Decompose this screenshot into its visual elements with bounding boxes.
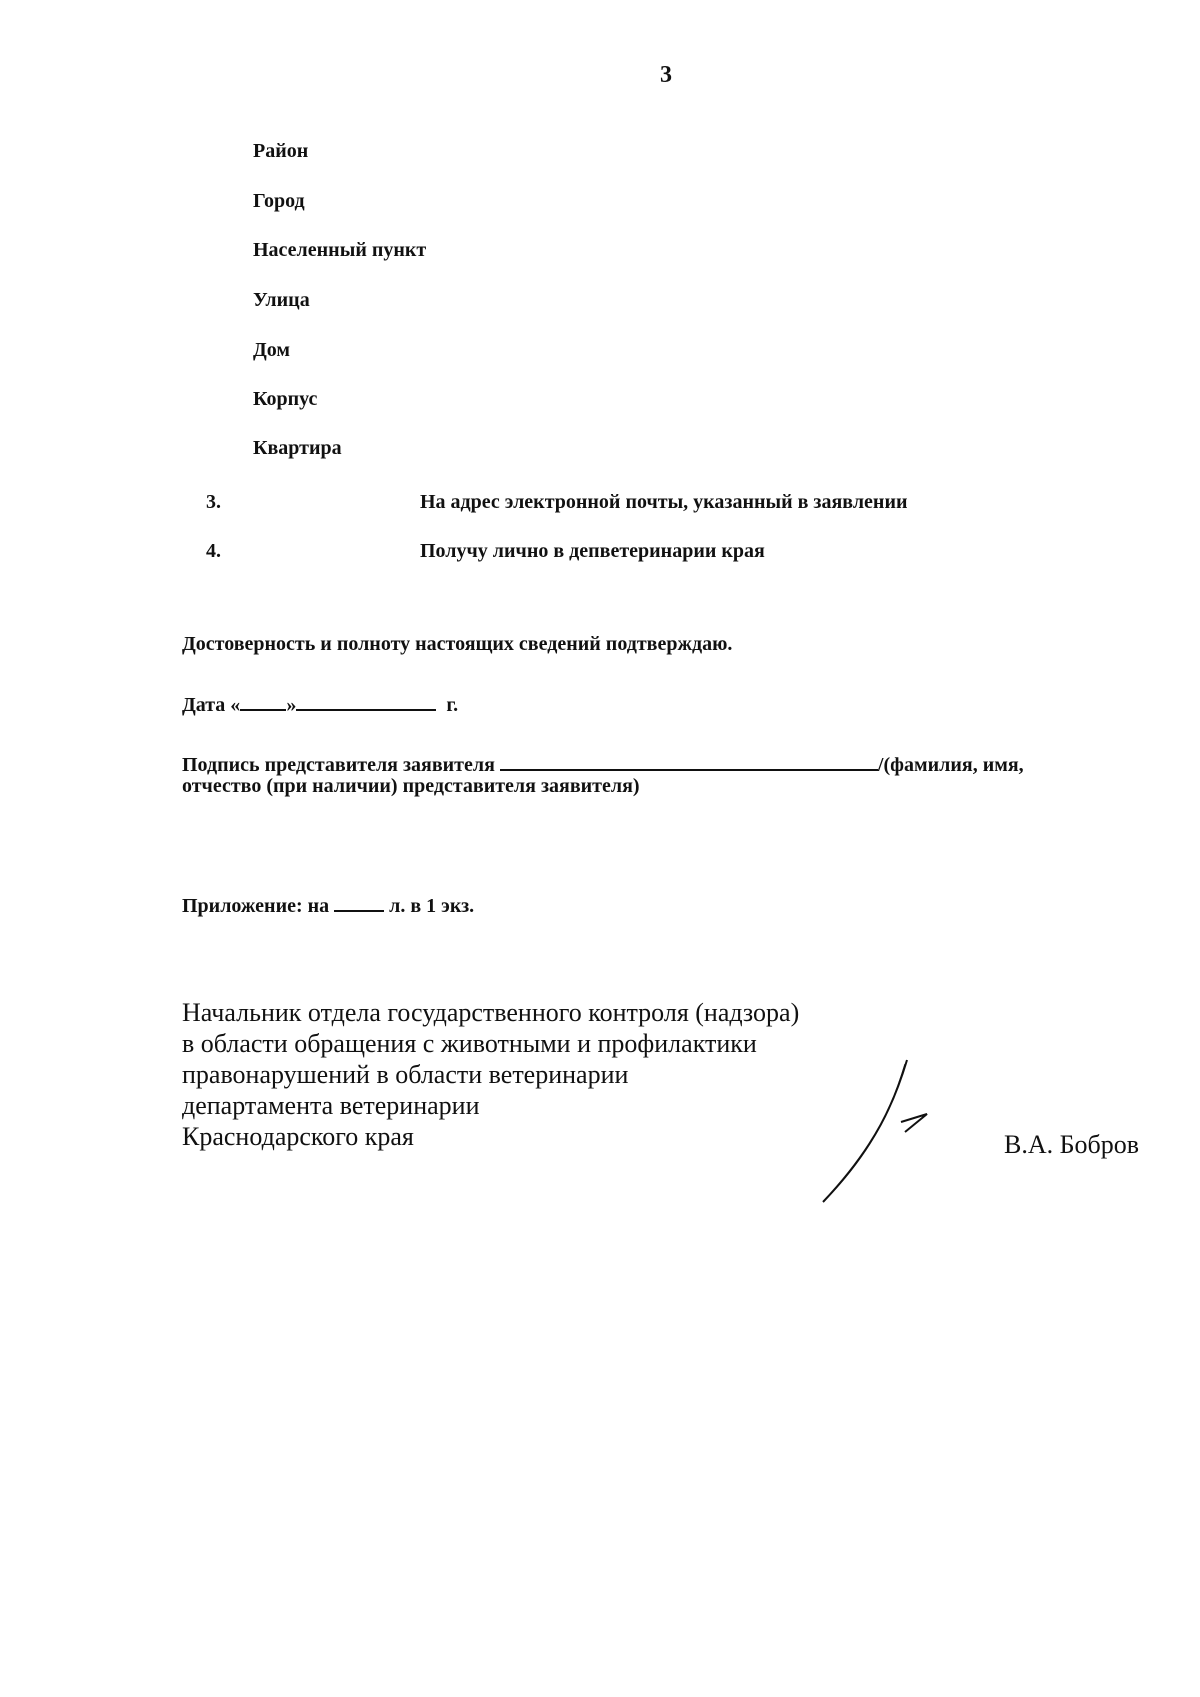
appendix-line (182, 890, 474, 918)
address-field-apartment: Квартира (253, 437, 342, 459)
date-day-blank (240, 689, 286, 711)
date-quote-close: » (286, 694, 297, 716)
signatory-name: В.А. Бобров (1004, 1130, 1140, 1159)
option-number: 4. (206, 540, 221, 562)
signatory-line: департамента ветеринарии (182, 1091, 480, 1120)
appendix-prefix: Приложение: на (182, 895, 330, 917)
signature-blank (500, 749, 878, 771)
address-field-house: Дом (253, 339, 291, 361)
confirmation-statement: Достоверность и полноту настоящих сведений подтверждаю. (182, 633, 733, 655)
signature-name-caption: /(фамилия, имя, (877, 754, 1024, 776)
signatory-block (182, 997, 799, 1152)
date-year-suffix: г. (446, 694, 459, 716)
date-label: Дата « (182, 694, 241, 716)
address-field-street: Улица (253, 289, 310, 311)
address-field-district: Район (253, 140, 309, 162)
option-in-person-text: Получу лично в депветеринарии края (420, 540, 765, 562)
signatory-line: в области обращения с животными и профилактики (182, 1029, 757, 1058)
option-email-text: На адрес электронной почты, указанный в заявлении (420, 491, 908, 513)
signature-name-caption-line2: отчество (при наличии) представителя заявителя) (182, 775, 640, 797)
handwritten-signature (815, 1050, 935, 1210)
option-number: 3. (206, 491, 221, 513)
date-line (182, 689, 458, 717)
signatory-line: Начальник отдела государственного контроля (надзора) (182, 998, 800, 1027)
address-field-building: Корпус (253, 388, 318, 410)
signatory-line: правонарушений в области ветеринарии (182, 1060, 629, 1089)
date-month-blank (296, 689, 436, 711)
appendix-pages-blank (334, 890, 384, 912)
signature-label: Подпись представителя заявителя (182, 754, 495, 776)
signatory-line: Краснодарского края (182, 1122, 414, 1151)
appendix-suffix: л. в 1 экз. (389, 895, 475, 917)
page-number: 3 (660, 62, 672, 88)
address-field-locality: Населенный пункт (253, 239, 427, 261)
signature-line (182, 749, 1024, 777)
address-field-city: Город (253, 190, 305, 212)
